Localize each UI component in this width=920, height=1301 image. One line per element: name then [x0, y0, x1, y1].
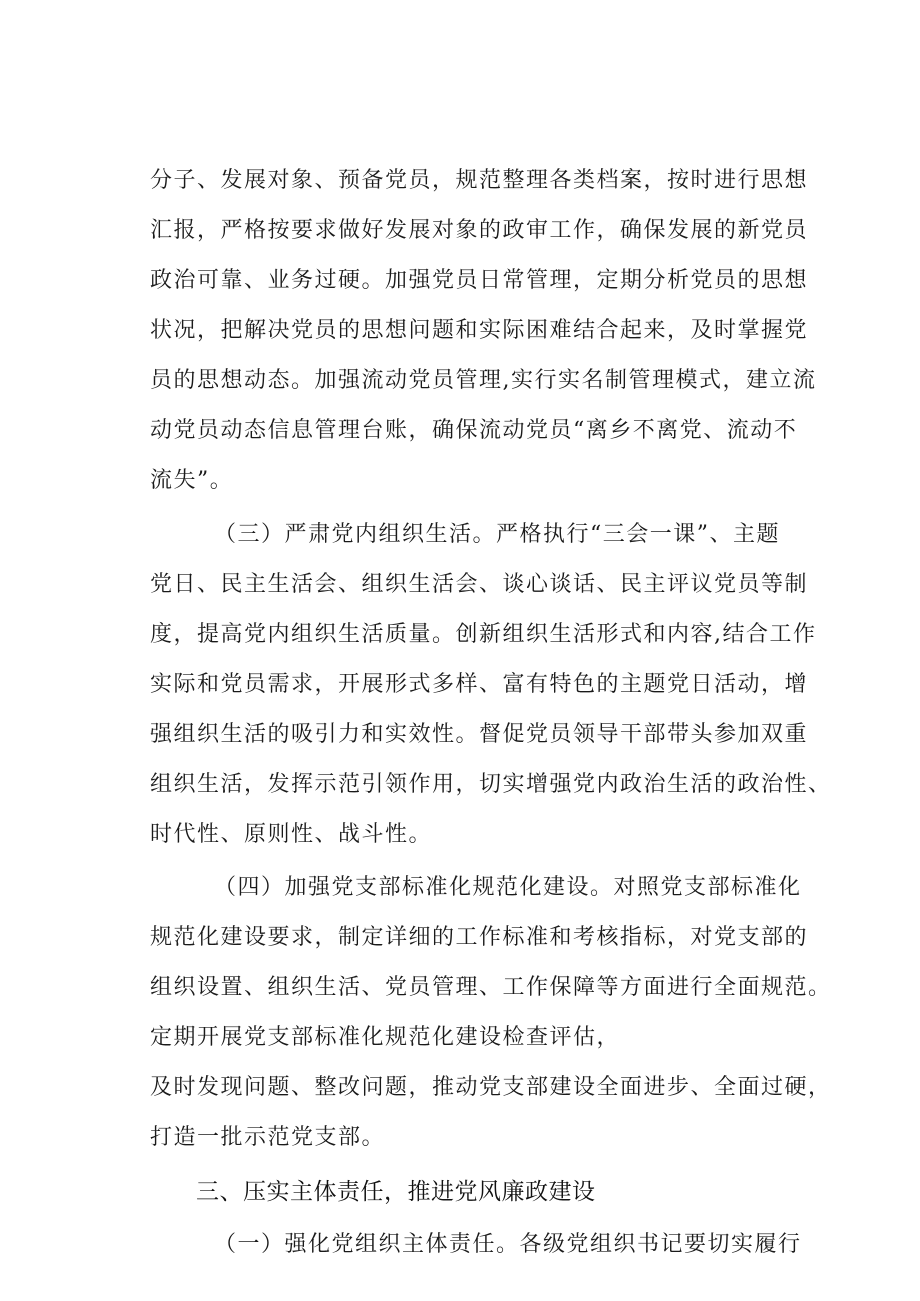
paragraph-line: 状况，把解决党员的思想问题和实际困难结合起来，及时掌握党 [150, 318, 809, 343]
paragraph-line: 及时发现问题、整改问题，推动党支部建设全面进步、全面过硬， [150, 1075, 832, 1100]
paragraph-line: 组织生活，发挥示范引领作用，切实增强党内政治生活的政治性、 [150, 772, 832, 797]
paragraph-line: 动党员动态信息管理台账，确保流动党员“离乡不离党、流动不 [150, 418, 798, 443]
section-paragraph-start: （四）加强党支部标准化规范化建设。对照党支部标准化 [214, 875, 802, 900]
paragraph-line: 强组织生活的吸引力和实效性。督促党员领导干部带头参加双重 [150, 722, 809, 747]
paragraph-line: 流失”。 [150, 468, 234, 493]
section-paragraph-start: （一）强化党组织主体责任。各级党组织书记要切实履行 [214, 1232, 802, 1257]
paragraph-line: 汇报，严格按要求做好发展对象的政审工作，确保发展的新党员 [150, 218, 809, 243]
paragraph-line: 实际和党员需求，开展形式多样、富有特色的主题党日活动，增 [150, 672, 809, 697]
section-paragraph-start: （三）严肃党内组织生活。严格执行“三会一课”、主题 [214, 522, 780, 547]
paragraph-line: 组织设置、组织生活、党员管理、工作保障等方面进行全面规范。 [150, 975, 832, 1000]
paragraph-line: 度，提高党内组织生活质量。创新组织生活形式和内容,结合工作 [150, 622, 817, 647]
paragraph-line: 政治可靠、业务过硬。加强党员日常管理，定期分析党员的思想 [150, 268, 809, 293]
paragraph-line: 员的思想动态。加强流动党员管理,实行实名制管理模式，建立流 [150, 368, 817, 393]
paragraph-line: 党日、民主生活会、组织生活会、谈心谈话、民主评议党员等制 [150, 572, 809, 597]
section-heading: 三、压实主体责任，推进党风廉政建设 [196, 1179, 596, 1205]
paragraph-line: 分子、发展对象、预备党员，规范整理各类档案，按时进行思想 [150, 168, 809, 193]
paragraph-line: 时代性、原则性、战斗性。 [150, 822, 433, 847]
paragraph-line: 规范化建设要求，制定详细的工作标准和考核指标，对党支部的 [150, 925, 809, 950]
paragraph-line: 打造一批示范党支部。 [150, 1125, 386, 1150]
paragraph-line: 定期开展党支部标准化规范化建设检查评估， [150, 1025, 621, 1050]
